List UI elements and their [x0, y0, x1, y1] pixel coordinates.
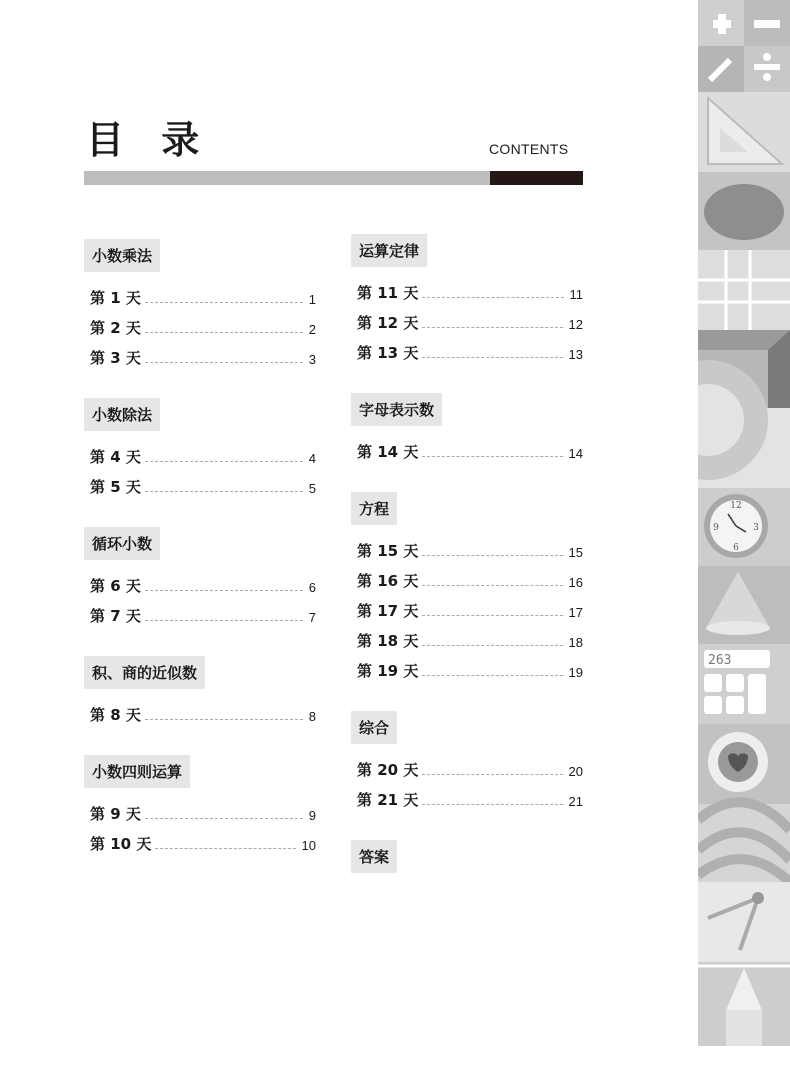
toc-entry[interactable] — [84, 794, 316, 824]
entry-page-number: 13 — [568, 347, 583, 362]
section-title[interactable]: 运算定律 — [351, 234, 427, 267]
entry-page-number: 20 — [568, 764, 583, 779]
entry-page-number: 12 — [568, 317, 583, 332]
leader-dots — [145, 818, 303, 819]
entry-label: 第 9 天 — [90, 805, 141, 823]
section-title[interactable]: 答案 — [351, 840, 397, 873]
entry-page-number: 9 — [308, 808, 316, 823]
leader-dots — [422, 675, 562, 676]
leader-dots — [422, 555, 562, 556]
toc-entry[interactable] — [84, 695, 316, 725]
toc-entry[interactable] — [84, 278, 316, 308]
entry-label: 第 15 天 — [357, 542, 419, 560]
calculator-icon — [698, 644, 790, 724]
entry-label: 第 1 天 — [90, 289, 141, 307]
entry-label: 第 13 天 — [357, 344, 419, 362]
leader-dots — [145, 461, 303, 462]
toc-right-column — [351, 234, 583, 909]
page-subtitle: CONTENTS — [489, 141, 569, 157]
leader-dots — [145, 362, 303, 363]
section-title[interactable]: 字母表示数 — [351, 393, 442, 426]
leader-dots — [422, 615, 562, 616]
toc-entry[interactable] — [84, 566, 316, 596]
toc-section — [84, 755, 316, 854]
calculator-display: 263 — [708, 653, 732, 668]
leader-dots — [422, 327, 562, 328]
entry-page-number: 16 — [568, 575, 583, 590]
clock-number-12: 12 — [730, 501, 742, 511]
entry-label: 第 8 天 — [90, 706, 141, 724]
entry-label: 第 4 天 — [90, 448, 141, 466]
toc-left-column — [84, 239, 316, 884]
entry-label: 第 18 天 — [357, 632, 419, 650]
leader-dots — [145, 620, 303, 621]
toc-entry[interactable] — [84, 308, 316, 338]
entry-label: 第 7 天 — [90, 607, 141, 625]
title-rule-accent — [490, 171, 583, 185]
toc-section — [351, 492, 583, 681]
clock-number-9: 9 — [713, 523, 719, 533]
entry-label: 第 11 天 — [357, 284, 419, 302]
clock-number-3: 3 — [753, 523, 759, 533]
entry-page-number: 4 — [308, 451, 316, 466]
leader-dots — [145, 491, 303, 492]
toc-entry[interactable] — [84, 437, 316, 467]
toc-entry[interactable] — [351, 531, 583, 561]
section-title[interactable]: 积、商的近似数 — [84, 656, 205, 689]
section-title[interactable]: 小数四则运算 — [84, 755, 190, 788]
section-title[interactable]: 小数乘法 — [84, 239, 160, 272]
entry-label: 第 10 天 — [90, 835, 152, 853]
toc-entry[interactable] — [84, 338, 316, 368]
toc-entry[interactable] — [351, 273, 583, 303]
entry-page-number: 21 — [568, 794, 583, 809]
grid-icon — [698, 250, 790, 330]
toc-entry[interactable] — [351, 750, 583, 780]
toc-section — [351, 393, 583, 462]
toc-section — [84, 398, 316, 497]
set-square-icon — [698, 92, 790, 172]
toc-section — [84, 656, 316, 725]
entry-page-number: 18 — [568, 635, 583, 650]
leader-dots — [422, 456, 562, 457]
toc-section — [351, 840, 583, 879]
leader-dots — [145, 302, 303, 303]
decorative-side-strip — [698, 0, 790, 1046]
leader-dots — [422, 645, 562, 646]
leader-dots — [422, 585, 562, 586]
entry-page-number: 6 — [308, 580, 316, 595]
section-title[interactable]: 循环小数 — [84, 527, 160, 560]
spiral-icon — [698, 802, 790, 882]
leader-dots — [145, 719, 303, 720]
toc-entry[interactable] — [84, 596, 316, 626]
entry-label: 第 14 天 — [357, 443, 419, 461]
entry-page-number: 19 — [568, 665, 583, 680]
cone-icon — [698, 566, 790, 644]
toc-section — [351, 234, 583, 363]
leader-dots — [422, 297, 563, 298]
entry-page-number: 17 — [568, 605, 583, 620]
entry-label: 第 16 天 — [357, 572, 419, 590]
clock-icon — [698, 488, 790, 566]
toc-entry[interactable] — [351, 303, 583, 333]
entry-label: 第 3 天 — [90, 349, 141, 367]
toc-entry[interactable] — [351, 780, 583, 810]
section-title[interactable]: 小数除法 — [84, 398, 160, 431]
leader-dots — [145, 590, 303, 591]
toc-entry[interactable] — [351, 561, 583, 591]
clock-number-6: 6 — [733, 543, 739, 553]
leader-dots — [422, 804, 562, 805]
math-operators-icon — [698, 0, 790, 92]
entry-label: 第 20 天 — [357, 761, 419, 779]
entry-label: 第 12 天 — [357, 314, 419, 332]
face-icon — [698, 172, 790, 250]
section-title[interactable]: 方程 — [351, 492, 397, 525]
entry-page-number: 11 — [569, 287, 583, 302]
entry-label: 第 6 天 — [90, 577, 141, 595]
planet-heart-icon — [698, 724, 790, 804]
toc-entry[interactable] — [84, 824, 316, 854]
toc-section — [351, 711, 583, 810]
entry-page-number: 8 — [308, 709, 316, 724]
entry-label: 第 21 天 — [357, 791, 419, 809]
entry-label: 第 17 天 — [357, 602, 419, 620]
entry-page-number: 1 — [308, 292, 316, 307]
leader-dots — [145, 332, 303, 333]
toc-entry[interactable] — [351, 621, 583, 651]
leader-dots — [422, 357, 562, 358]
entry-page-number: 10 — [301, 838, 316, 853]
entry-page-number: 15 — [568, 545, 583, 560]
compass-icon — [698, 882, 790, 962]
toc-entry[interactable] — [351, 432, 583, 462]
entry-page-number: 5 — [308, 481, 316, 496]
entry-page-number: 7 — [308, 610, 316, 625]
leader-dots — [155, 848, 295, 849]
entry-label: 第 2 天 — [90, 319, 141, 337]
toc-entry[interactable] — [351, 333, 583, 363]
entry-label: 第 5 天 — [90, 478, 141, 496]
toc-entry[interactable] — [351, 591, 583, 621]
toc-section — [84, 527, 316, 626]
entry-page-number: 14 — [568, 446, 583, 461]
entry-label: 第 19 天 — [357, 662, 419, 680]
entry-page-number: 3 — [308, 352, 316, 367]
toc-entry[interactable] — [351, 651, 583, 681]
title-rule — [84, 171, 583, 185]
section-title[interactable]: 综合 — [351, 711, 397, 744]
toc-section — [84, 239, 316, 368]
pencil-icon — [698, 962, 790, 1046]
toc-entry[interactable] — [84, 467, 316, 497]
leader-dots — [422, 774, 562, 775]
entry-page-number: 2 — [308, 322, 316, 337]
page-title: 目 录 — [86, 118, 212, 162]
